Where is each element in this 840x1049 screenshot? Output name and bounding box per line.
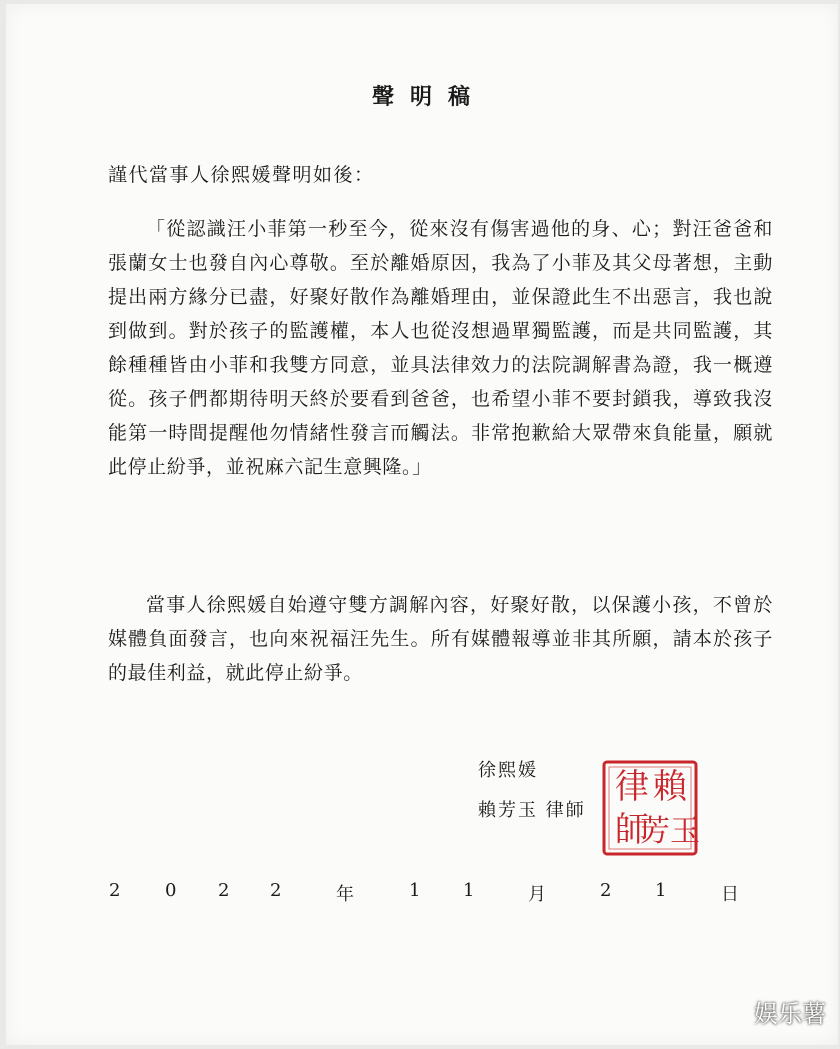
date-year-digit: 2 [109,880,121,901]
date-year-digit: 0 [165,880,177,901]
svg-text:師: 師 [615,810,649,850]
signature-client: 徐熙媛 [478,760,538,781]
quoted-statement: 「從認識汪小菲第一秒至今，從來沒有傷害過他的身、心；對汪爸爸和張蘭女士也發自內心尊敬。至於離婚原因，我為了小菲及其父母著想，主動提出兩方緣分已盡，好聚好散作為離婚理由，並保證此生不出惡言，我也說到做到。對於孩子的監護權，本人也從沒想過單獨監護，而是共同監護，其餘種種皆由小菲和我雙方同意，並具法律效力的法院調解書為證，我一概遵從。孩子們都期待明天終於要看到爸爸，也希望小菲不要封鎖我，導致我沒能第一時間提醒他勿情緒性發言而觸法。非常抱歉給大眾帶來負能量，願就此停止紛爭，並祝麻六記生意興隆。」 [108,218,773,478]
svg-text:律: 律 [615,767,649,807]
date-day-digit: 2 [600,880,612,901]
document-date [0,880,840,908]
signature-lawyer: 賴芳玉 律師 [478,800,586,821]
watermark: 娱乐薯 [754,1000,826,1028]
svg-text:賴: 賴 [653,767,687,807]
document-title: 聲明稿 [371,84,486,110]
date-year-unit: 年 [336,884,354,905]
svg-text:芳玉: 芳玉 [640,814,700,849]
date-month-unit: 月 [528,884,546,905]
date-day-digit: 1 [655,880,667,901]
date-year-digit: 2 [270,880,282,901]
client-statement: 當事人徐熙媛自始遵守雙方調解內容，好聚好散，以保護小孩，不曾於媒體負面發言，也向來祝福汪先生。所有媒體報導並非其所願，請本於孩子的最佳利益，就此停止紛爭。 [108,594,773,684]
date-month-digit: 1 [463,880,475,901]
date-month-digit: 1 [409,880,421,901]
intro-line: 謹代當事人徐熙媛聲明如後： [108,164,375,186]
lawyer-seal-icon [600,758,700,858]
date-day-unit: 日 [721,884,739,905]
date-year-digit: 2 [218,880,230,901]
